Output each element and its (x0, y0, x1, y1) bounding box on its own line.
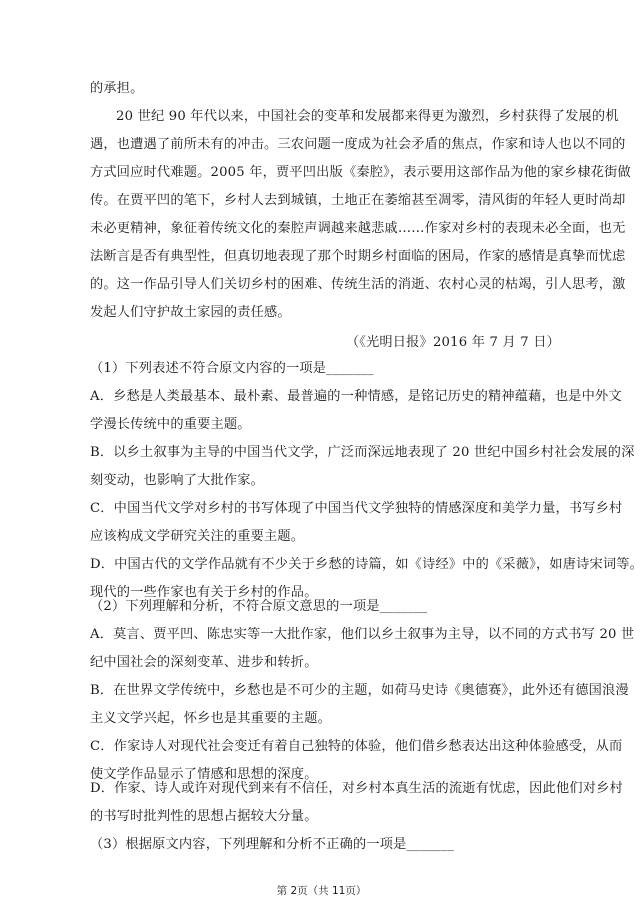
question-1-option-c: C．中国当代文学对乡村的书写体现了中国当代文学独特的情感深度和美学力量，书写乡村 (90, 501, 623, 516)
question-1-option-b-cont: 刻变动，也影响了大批作家。 (90, 473, 265, 488)
question-1-option-d: D．中国古代的文学作品就有不少关于乡愁的诗篇，如《诗经》中的《采薇》，如唐诗宋词等。 (90, 557, 643, 572)
page-footer: 第 2页（共 11页） (276, 885, 367, 897)
question-3-stem: （3）根据原文内容，下列理解和分析不正确的一项是_______ (90, 837, 455, 852)
question-2-option-b: B．在世界文学传统中，乡愁也是不可少的主题，如荷马史诗《奥德赛》，此外还有德国浪漫 (90, 683, 629, 698)
body-line-6: 未必更精神，象征着传统文化的秦腔声调越来越悲戚……作家对乡村的表现未必全面，也无 (90, 221, 626, 236)
question-2-stem: （2）下列理解和分析，不符合原文意思的一项是_______ (90, 599, 428, 614)
body-line-4: 方式回应时代难题。2005 年，贾平凹出版《秦腔》，表示要用这部作品为他的家乡棣花街做 (90, 165, 631, 180)
body-line-3: 遇，也遭遇了前所未有的冲击。三农问题一度成为社会矛盾的焦点，作家和诗人也以不同的 (90, 137, 626, 152)
body-line-8: 的。这一作品引导人们关切乡村的困难、传统生活的消逝、农村心灵的枯竭，引人思考，激 (90, 277, 626, 292)
body-line-5: 传。在贾平凹的笔下，乡村人去到城镇，土地正在萎缩甚至凋零，清风街的年轻人更时尚却 (90, 193, 626, 208)
question-1-option-c-cont: 应该构成文学研究关注的重要主题。 (90, 529, 305, 544)
body-line-2: 20 世纪 90 年代以来，中国社会的变革和发展都来得更为激烈，乡村获得了发展的机 (116, 109, 619, 124)
body-line-7: 法断言是否有典型性，但真切地表现了那个时期乡村面临的困局，作家的感情是真挚而忧虑 (90, 249, 626, 264)
source-citation: （《光明日报》2016 年 7 月 7 日） (345, 335, 560, 350)
question-1-stem: （1）下列表述不符合原文内容的一项是_______ (90, 361, 374, 376)
question-2-option-d: D．作家、诗人或许对现代到来有不信任，对乡村本真生活的流逝有忧虑，因此他们对乡村 (90, 781, 623, 796)
question-2-option-d-cont: 的书写时批判性的思想占据较大分量。 (90, 809, 318, 824)
question-1-option-a: A．乡愁是人类最基本、最朴素、最普遍的一种情感，是铭记历史的精神蕴藉，也是中外文 (90, 389, 622, 404)
body-line-1: 的承担。 (90, 81, 144, 96)
question-2-option-a: A．莫言、贾平凹、陈忠实等一大批作家，他们以乡土叙事为主导，以不同的方式书写 20 世 (90, 627, 635, 642)
body-line-9: 发起人们守护故土家园的责任感。 (90, 305, 291, 320)
question-1-option-a-cont: 学漫长传统中的重要主题。 (90, 417, 251, 432)
question-2-option-b-cont: 主义文学兴起，怀乡也是其重要的主题。 (90, 711, 331, 726)
question-2-option-c: C．作家诗人对现代社会变迁有着自己独特的体验，他们借乡愁表达出这种体验感受，从而 (90, 739, 623, 754)
question-2-option-c-cont: 使文学作品显示了情感和思想的深度。 (90, 767, 318, 782)
question-2-option-a-cont: 纪中国社会的深刻变革、进步和转折。 (90, 655, 318, 670)
question-1-option-b: B．以乡土叙事为主导的中国当代文学，广泛而深远地表现了 20 世纪中国乡村社会发展的深 (90, 445, 635, 460)
question-1-option-d-cont: 现代的一些作家也有关于乡村的作品。 (90, 585, 318, 600)
